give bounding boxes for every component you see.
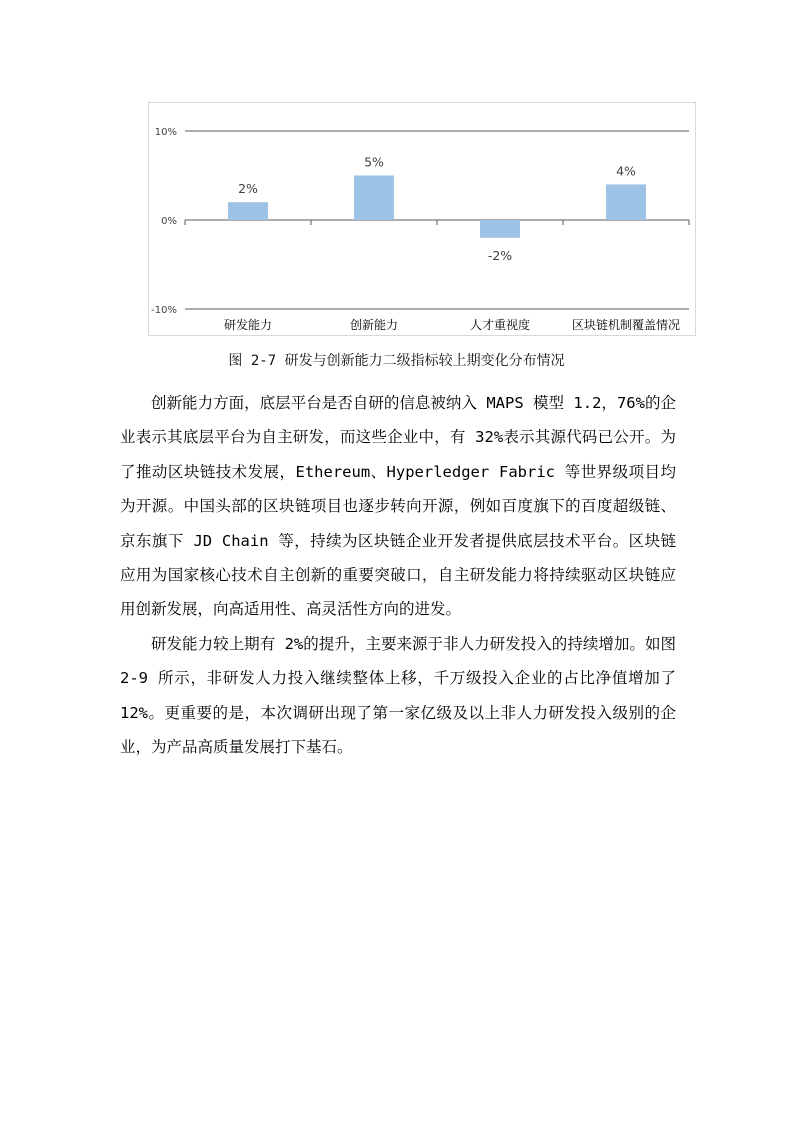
- data-label: 5%: [364, 154, 384, 170]
- bar: [354, 176, 394, 221]
- x-tick-label: 区块链机制覆盖情况: [571, 318, 681, 332]
- paragraph-innovation: 创新能力方面，底层平台是否自研的信息被纳入 MAPS 模型 1.2，76%的企业表示其底层平台为自主研发，而这些企业中，有 32%表示其源代码已公开。为了推动区块链技术发展，Ethereum、Hyperledger Fabric 等世界级项目均为开源。中国头部的区块链项目也逐步转向开源，例如百度旗下的百度超级链、京东旗下 JD Chain 等，持续为区块链企业开发者提供底层技术平台。区块链应用为国家核心技术自主创新的重要突破口，自主研发能力将持续驱动区块链应用创新发展，向高适用性、高灵活性方向的进发。: [120, 394, 676, 619]
- bar: [228, 202, 268, 220]
- chart-svg: [149, 103, 695, 335]
- x-tick-label: 创新能力: [349, 318, 399, 332]
- y-tick-label: -10%: [151, 305, 177, 316]
- x-tick-label: 人才重视度: [469, 318, 531, 332]
- data-label: 2%: [238, 181, 258, 197]
- y-tick-label: 10%: [154, 127, 177, 138]
- data-label: -2%: [487, 247, 513, 263]
- x-tick-label: 研发能力: [223, 318, 273, 332]
- bar: [480, 220, 520, 238]
- bar-chart: [148, 102, 696, 336]
- data-label: 4%: [616, 163, 636, 179]
- bar: [606, 184, 646, 220]
- figure-caption: 图 2-7 研发与创新能力二级指标较上期变化分布情况: [228, 353, 565, 369]
- paragraph-rd: 研发能力较上期有 2%的提升，主要来源于非人力研发投入的持续增加。如图 2-9 所示，非研发人力投入继续整体上移，千万级投入企业的占比净值增加了 12%。更重要的是，本次调研出现了第一家亿级及以上非人力研发投入级别的企业，为产品高质量发展打下基石。: [120, 634, 676, 757]
- y-tick-label: 0%: [161, 216, 177, 227]
- body-text: [120, 386, 676, 764]
